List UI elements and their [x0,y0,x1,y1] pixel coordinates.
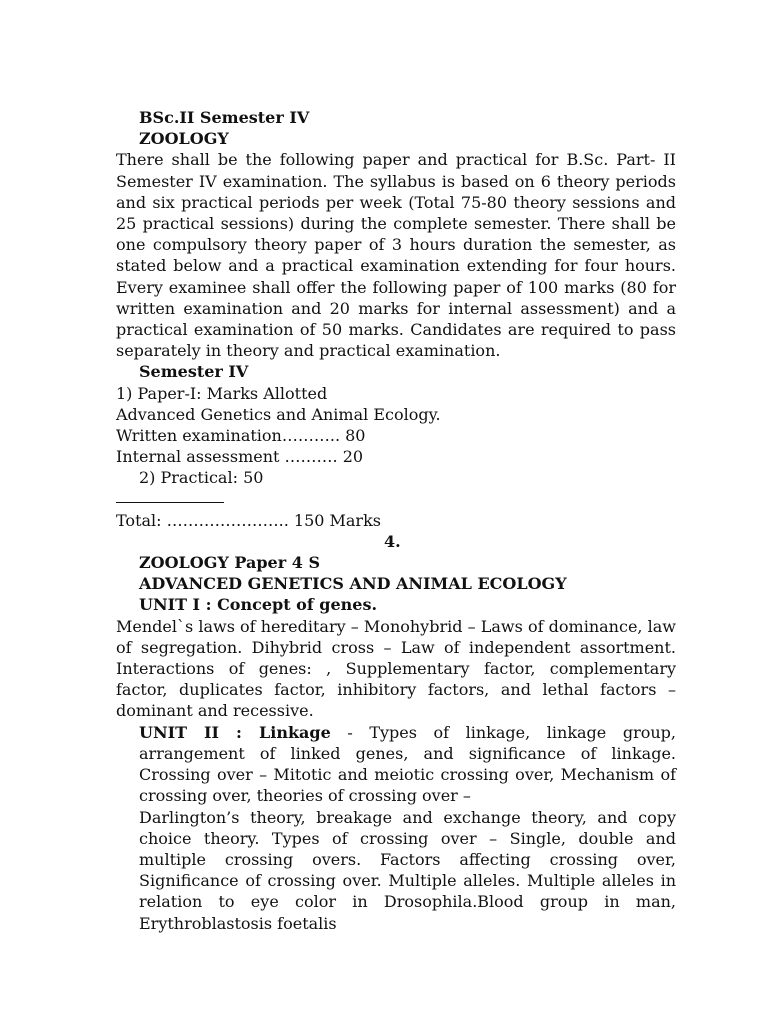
paper-title: ADVANCED GENETICS AND ANIMAL ECOLOGY [139,574,567,594]
paper-marks-line: 1) Paper-I: Marks Allotted [116,383,328,403]
intro-paragraph: There shall be the following paper and practical for B.Sc. Part- II Semester IV examination. The syllabus is based on 6 theory periods and six practical periods per week (Total 75-80 theory sessions and 25 practical sessions) during the complete semester. There shall be one compulsory theory paper of 3 hours duration the semester, as stated below and a practical examination extending for four hours. Every examinee shall offer the following paper of 100 marks (80 for written examination and 20 marks for internal assessment) and a practical examination of 50 marks. Candidates are required to pass separately in theory and practical examination. [116,150,676,361]
unit1-heading: UNIT I : Concept of genes. [139,595,378,615]
paper-heading: ZOOLOGY Paper 4 S [139,553,320,573]
subject-heading: ZOOLOGY [139,129,229,149]
internal-assessment-line: Internal assessment ………. 20 [116,447,364,467]
unit2-section [116,722,676,934]
total-line: Total: ………………….. 150 Marks [116,510,381,530]
unit2-text: - Types of linkage, linkage group, arrangement of linked genes, and significance of linkage. Crossing over – Mitotic and meiotic crossing over, Mechanism of crossing over, theories of crossing over – [139,722,676,806]
divider-rule [116,489,224,503]
written-exam-line: Written examination……….. 80 [116,426,366,446]
page-number: 4. [384,531,401,551]
paper-title-line: Advanced Genetics and Animal Ecology. [116,404,441,424]
course-heading: BSc.II Semester IV [139,108,310,127]
semester-heading: Semester IV [139,362,249,382]
document-page [116,107,676,934]
unit1-text: Mendel`s laws of hereditary – Monohybrid – Laws of dominance, law of segregation. Dihybrid cross – Law of independent assortment. Interactions of genes: , Supplementary factor, complementary factor, duplicates factor, inhibitory factors, and lethal factors – dominant and recessive. [116,616,676,721]
unit2-paragraph [139,722,676,807]
unit2-text-continued: Darlington’s theory, breakage and exchange theory, and copy choice theory. Types of crossing over – Single, double and multiple crossing overs. Factors affecting crossing over, Significance of crossing over. Multiple alleles. Multiple alleles in relation to eye color in Drosophila.Blood group in man, Erythroblastosis foetalis [139,807,676,933]
unit2-heading: UNIT II : Linkage [139,722,331,742]
practical-line: 2) Practical: 50 [139,468,264,488]
